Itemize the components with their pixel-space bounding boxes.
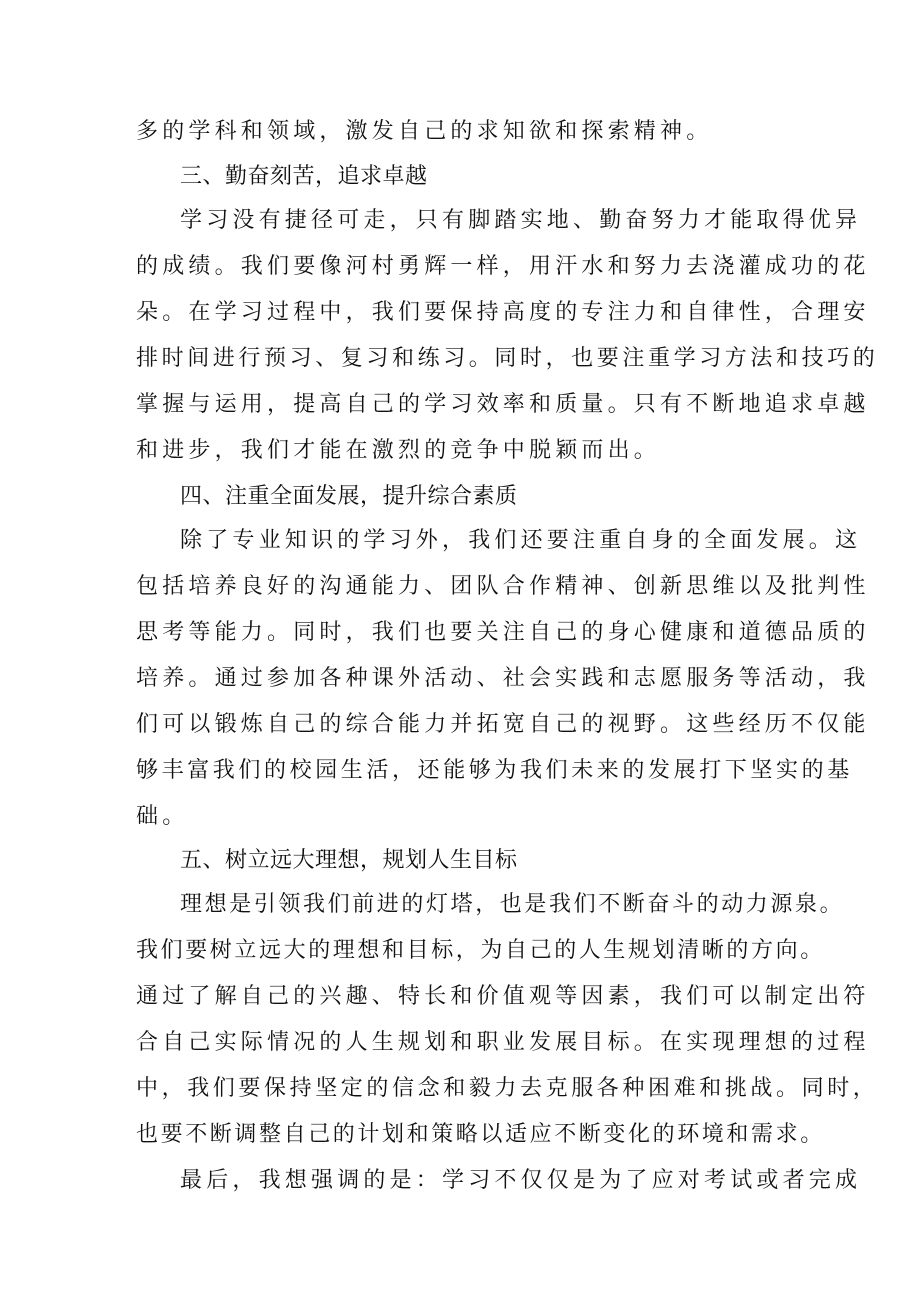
body-text-line: 掌握与运用，提高自己的学习效率和质量。只有不断地追求卓越 xyxy=(136,392,870,417)
body-text-line: 础。 xyxy=(136,804,189,829)
section-heading-3: 三、勤奋刻苦，追求卓越 xyxy=(180,164,428,189)
body-text-line: 通过了解自己的兴趣、特长和价值观等因素，我们可以制定出符 xyxy=(136,984,870,1009)
body-text-line: 和进步，我们才能在激烈的竞争中脱颖而出。 xyxy=(136,438,661,463)
body-text-line: 朵。在学习过程中，我们要保持高度的专注力和自律性，合理安 xyxy=(136,300,870,325)
body-text-line: 中，我们要保持坚定的信念和毅力去克服各种困难和挑战。同时， xyxy=(136,1076,879,1101)
body-text-line: 培养。通过参加各种课外活动、社会实践和志愿服务等活动，我 xyxy=(136,666,870,691)
body-text-line: 合自己实际情况的人生规划和职业发展目标。在实现理想的过程 xyxy=(136,1030,870,1055)
body-text-line: 包括培养良好的沟通能力、团队合作精神、创新思维以及批判性 xyxy=(136,574,870,599)
body-text-line: 我们要树立远大的理想和目标，为自己的人生规划清晰的方向。 xyxy=(136,938,825,963)
body-text-line: 够丰富我们的校园生活，还能够为我们未来的发展打下坚实的基 xyxy=(136,758,853,783)
body-text-line: 除了专业知识的学习外，我们还要注重自身的全面发展。这 xyxy=(180,528,862,553)
body-text-line: 多的学科和领域，激发自己的求知欲和探索精神。 xyxy=(136,119,713,144)
body-text-line: 学习没有捷径可走，只有脚踏实地、勤奋努力才能取得优异 xyxy=(180,208,862,233)
body-text-line: 们可以锻炼自己的综合能力并拓宽自己的视野。这些经历不仅能 xyxy=(136,712,870,737)
body-text-line: 也要不断调整自己的计划和策略以适应不断变化的环境和需求。 xyxy=(136,1122,825,1147)
body-text-line: 排时间进行预习、复习和练习。同时，也要注重学习方法和技巧的 xyxy=(136,346,879,371)
body-text-line: 思考等能力。同时，我们也要关注自己的身心健康和道德品质的 xyxy=(136,620,870,645)
body-text-line: 理想是引领我们前进的灯塔，也是我们不断奋斗的动力源泉。 xyxy=(180,892,845,917)
section-heading-4: 四、注重全面发展，提升综合素质 xyxy=(180,484,518,509)
section-heading-5: 五、树立远大理想，规划人生目标 xyxy=(180,848,518,873)
body-text-line: 的成绩。我们要像河村勇辉一样，用汗水和努力去浇灌成功的花 xyxy=(136,254,870,279)
body-text-line: 最后，我想强调的是：学习不仅仅是为了应对考试或者完成 xyxy=(180,1168,862,1193)
